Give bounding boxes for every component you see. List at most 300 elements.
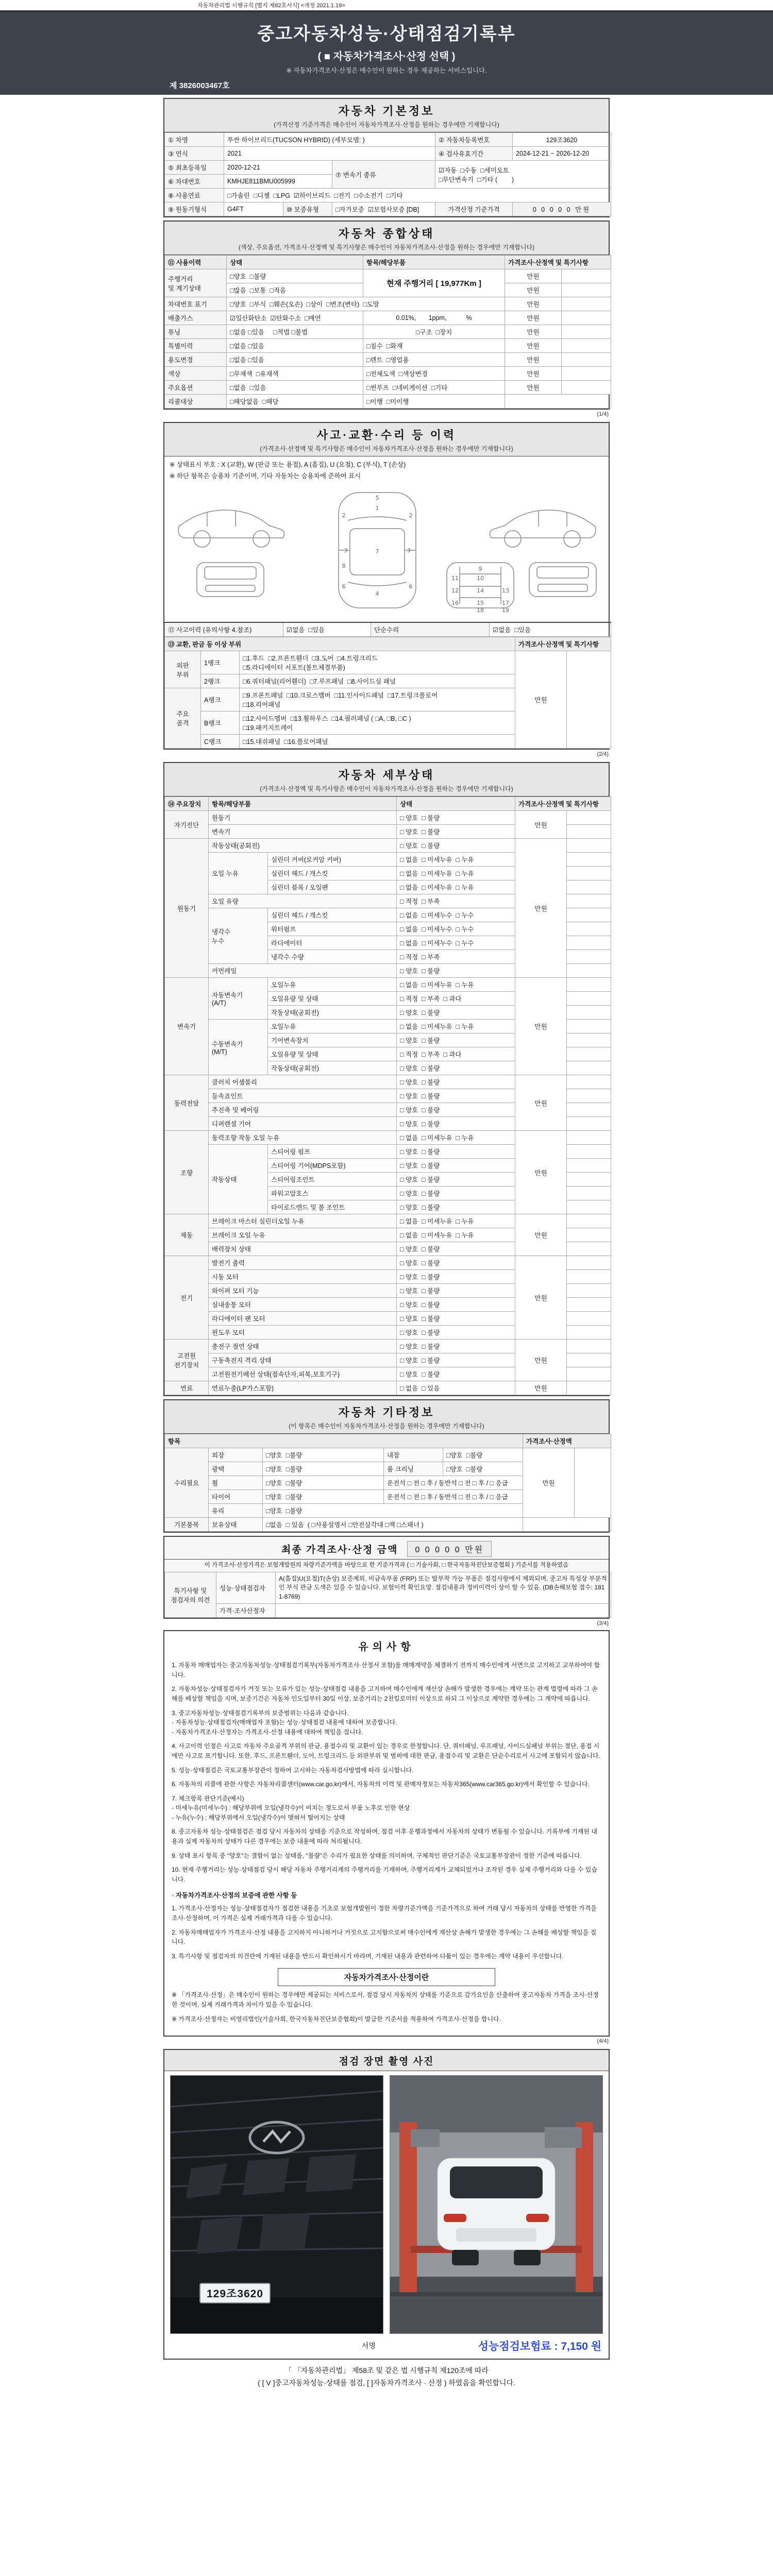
notice-item: 1. 자동차 매매업자는 중고자동차성능·상태점검기록부(자동차가격조사·산정서 포함)를 매매계약을 체결하기 전까지 매수인에게 서면으로 고지하고 교부하여야 합니다. [172, 1662, 600, 1679]
cell: 특별이력 [165, 339, 227, 353]
checkbox-cell[interactable]: □ 양호 □ 불량 [397, 1353, 515, 1367]
cell: ⑧ 사용연료 [165, 189, 224, 202]
svg-text:9: 9 [478, 566, 482, 572]
checkbox-cell[interactable]: □ 없음 □ 미세누유 □ 누유 [397, 867, 515, 880]
cell: 기어변속장치 [268, 1033, 397, 1047]
cell [562, 339, 611, 353]
checkbox-cell[interactable]: ☑없음 □있음 [490, 622, 611, 637]
checkbox-cell[interactable]: □양호 □불량 [263, 1462, 384, 1476]
cell: 색상 [165, 367, 227, 381]
page-marker-2: (2/4) [597, 751, 609, 757]
header-cell: 항목 [165, 1434, 523, 1448]
header-cell: ⑬ 교환, 판금 등 이상 부위 [165, 637, 515, 651]
cell [567, 964, 611, 978]
cell: 만원 [505, 297, 562, 311]
page-marker-4: (4/4) [597, 2038, 609, 2045]
section-title: 자동차 세부상태 [338, 769, 435, 782]
checkbox-cell[interactable]: 운전석 □ 전 □ 후 / 동반석 □ 전 □ 후 / □ 응급 [384, 1476, 523, 1490]
checkbox-cell[interactable]: □ 양호 □ 불량 [397, 1103, 515, 1117]
cell: ⑫ 사고이력 (유의사항 4.참조) [165, 622, 283, 637]
final-price-band [163, 1536, 610, 1560]
checkbox-cell[interactable]: □ 양호 □ 불량 [397, 1006, 515, 1020]
cell: 주요 골격 [165, 688, 201, 749]
cell [567, 1159, 611, 1173]
checkbox-cell[interactable]: □12.사이드멤버 □13.휠하우스 □14.필러패널 ( □A, □B, □C ) □19.패키지트레이 [240, 711, 515, 735]
cell: 발전기 출력 [209, 1256, 397, 1270]
cell [567, 811, 611, 825]
checkbox-cell[interactable]: □양호 □불량 [227, 269, 363, 283]
cell: 작동상태 [209, 1145, 268, 1214]
cell: 만원 [505, 339, 562, 353]
cell [523, 1518, 611, 1532]
cell [567, 1228, 611, 1242]
checkbox-cell[interactable]: □ 없음 □ 있음 [397, 1381, 515, 1395]
cell: 리콜대상 [165, 395, 227, 409]
checkbox-cell[interactable]: □전체도색 □색상변경 [363, 367, 505, 381]
cell [567, 1089, 611, 1103]
cell: 기본품목 [165, 1518, 209, 1532]
header-cell: 상태 [397, 797, 515, 811]
cell: 클러치 어셈블리 [209, 1075, 397, 1089]
cell [567, 936, 611, 950]
checkbox-cell[interactable]: □자가보증 ☑보험사보증 [DB] [332, 202, 435, 216]
cell [567, 1353, 611, 1367]
checkbox-cell[interactable]: □ 적정 □ 부족 □ 과다 [397, 1047, 515, 1061]
cell [567, 839, 611, 853]
cell: 원동기 [165, 839, 209, 978]
cell: 만원 [515, 1340, 567, 1381]
checkbox-cell[interactable]: □ 양호 □ 불량 [397, 1270, 515, 1284]
notice-item: 2. 자동차매매업자가 가격조사·산정 내용을 고지하지 아니하거나 거짓으로 고지함으로써 매수인에게 재산상 손해가 발생한 경우에는 그 손해를 배상할 책임을 집니다. [172, 1928, 597, 1946]
cell [567, 1256, 611, 1270]
notice-item: 4. 사고이력 인정은 사고로 자동차 주요골격 부위의 판금, 용접수리 및 교환이 있는 경우로 한정합니다. 단, 쿼터패널, 루프패널, 사이드실패널 부위는 절단, 용접 시에만 사고로 표기합니다. 또한, 후드, 프론트휀더, 도어, 트렁크리드 등 외판부위 및 범퍼에 대한 판금, 용접수리 및 교환은 단순수리로서 사고에 포함되지 않습니다. [172, 1742, 600, 1759]
header-cell: ⑭ 주요장치 [165, 797, 209, 811]
confirmation-statement [163, 2365, 610, 2389]
cell: 파워고압호스 [268, 1187, 397, 1200]
checkbox-cell[interactable]: □ 양호 □ 불량 [397, 1173, 515, 1187]
cell: ⑦ 변속기 종류 [332, 161, 435, 189]
cell: 디퍼렌셜 기어 [209, 1117, 397, 1131]
svg-text:16: 16 [451, 600, 459, 606]
document-number: 제 3826003467호 [170, 81, 230, 90]
svg-text:4: 4 [375, 590, 379, 597]
checkbox-cell[interactable]: □ 양호 □ 불량 [397, 1117, 515, 1131]
cell [567, 1270, 611, 1284]
checkbox-cell[interactable]: □없음 □ 있음 ( □사용설명서 □안전삼각대 □잭 □스패너 ) [263, 1518, 523, 1532]
cell: A(흠집)U(요철)T(손상) 보증제외, 비금속부품 (FRP) 또는 탈부착 가능 부품은 점검사항에서 제외되며, 중고차 특성상 부분적인 부식 판금 도색은 있을 수 있습니다. 보험이력 확인요망. 점검내용과 정비이력이 상이 할 수 있음. (DB손해보험 접수: 1811-8769) [276, 1572, 611, 1604]
header-cell: 상태 [227, 256, 363, 269]
cell: 오일 유량 [209, 894, 397, 908]
checkbox-cell[interactable]: □ 양호 □ 불량 [397, 964, 515, 978]
cell: 와이퍼 모터 기능 [209, 1284, 397, 1298]
checkbox-cell[interactable]: □렌트 □영업용 [363, 353, 505, 367]
cell [567, 1298, 611, 1312]
price-survey-definition-box: 자동차가격조사·산정이란 [278, 1968, 495, 1986]
checkbox-cell[interactable]: □15.대쉬패널 □16.플로어패널 [240, 735, 515, 749]
inspector-opinion-table [164, 1572, 611, 1618]
cell [567, 1187, 611, 1200]
cell: ④ 검사유효기간 [435, 147, 513, 161]
checkbox-cell[interactable]: □ 없음 □ 미세누유 □ 누유 [397, 880, 515, 894]
checkbox-cell[interactable]: 운전석 □ 전 □ 후 / 동반석 □ 전 □ 후 / □ 응급 [384, 1490, 523, 1504]
cell: 연료 [165, 1381, 209, 1395]
checkbox-cell[interactable]: □양호 □부식 □훼손(오손) □상이 □변조(변타) □도말 [227, 297, 505, 311]
checkbox-cell[interactable]: □ 양호 □ 불량 [397, 1075, 515, 1089]
cell [575, 1448, 611, 1518]
section-note: (이 항목은 매수인이 자동차가격조사·산정을 원하는 경우에만 기재합니다) [289, 1422, 484, 1430]
section-title: 자동차 기본정보 [338, 105, 435, 117]
svg-text:15: 15 [477, 600, 484, 606]
svg-text:10: 10 [477, 575, 484, 582]
checkbox-cell[interactable]: □없음 □있음 [227, 353, 363, 367]
checkbox-cell[interactable]: □ 양호 □ 불량 [397, 811, 515, 825]
cell: 2021 [224, 147, 435, 161]
cell: 가격산정 기준가격 [435, 202, 513, 216]
cell: 실린더 헤드 / 개스킷 [268, 908, 397, 922]
checkbox-cell[interactable]: □해당없음 □해당 [227, 395, 363, 409]
cell [562, 311, 611, 325]
notice-item: 1. 가격조사·산정자는 성능·상태점검자가 점검한 내용을 기초로 보험개발원이 정한 차량기준가액을 기준가격으로 하여 거래 당시 자동차의 상태를 반영한 가격을 조사·산정하며, 이 가격은 실제 거래가격과 다를 수 있습니다. [172, 1905, 597, 1922]
cell [562, 269, 611, 283]
checkbox-cell[interactable]: □1.후드 □2.프론트휀더 □3.도어 □4.트렁크리드 □5.라디에이터 서포트(볼트체결부품) [240, 651, 515, 674]
cell: 오일누유 [268, 978, 397, 992]
cell: 시동 모터 [209, 1270, 397, 1284]
checkbox-cell[interactable]: ☑일산화탄소 ☑탄화수소 □매연 [227, 311, 363, 325]
cell [562, 381, 611, 395]
cell: 단순수리 [371, 622, 490, 637]
checkbox-cell[interactable]: □ 양호 □ 불량 [397, 1242, 515, 1256]
header-cell: 가격조사·산정액 및 특기사항 [515, 797, 611, 811]
cell: 브레이크 마스터 실린더오일 누유 [209, 1214, 397, 1228]
cell: 만원 [515, 1131, 567, 1214]
other-info-table [164, 1434, 611, 1532]
cell: 튜닝 [165, 325, 227, 339]
service-note: ※ 자동차가격조사·산정은 매수인이 원하는 경우 제공하는 서비스입니다. [286, 67, 487, 74]
cell: 성능·상태점검자 [216, 1572, 276, 1604]
page-title: 중고자동차성능·상태점검기록부 [257, 24, 516, 44]
cell [567, 1145, 611, 1159]
cell: 고전원 전기장치 [165, 1340, 209, 1381]
checkbox-cell[interactable]: □침수 □화재 [363, 339, 505, 353]
cell: 만원 [505, 325, 562, 339]
section-inspection-photos [163, 2049, 610, 2360]
checkbox-cell[interactable]: □ 양호 □ 불량 [397, 1187, 515, 1200]
cell: ⑤ 최초등록일 [165, 161, 224, 175]
section-accident-history [163, 422, 610, 750]
cell: 실내송풍 모터 [209, 1298, 397, 1312]
checkbox-cell[interactable]: □ 적정 □ 부족 □ 과다 [397, 992, 515, 1006]
notice-item: 3. 특기사항 및 점검자의 의견란에 기재된 내용을 반드시 확인하시기 바라며, 기재된 내용과 관련하여 다툼이 있는 경우에는 계약 내용이 우선합니다. [172, 1952, 564, 1960]
header-cell: 가격조사·산정액 [523, 1434, 611, 1448]
cell: 유리 [209, 1504, 263, 1518]
checkbox-cell[interactable]: □썬루프 □네비게이션 □기타 [363, 381, 505, 395]
checkbox-cell[interactable]: □양호 □불량 [443, 1448, 523, 1462]
cell: ① 차명 [165, 133, 224, 147]
cell: 커먼레일 [209, 964, 397, 978]
cell: 조향 [165, 1131, 209, 1214]
page-marker-1: (1/4) [597, 411, 609, 417]
photo-car-on-lift [390, 2075, 603, 2334]
checkbox-cell[interactable]: □많음 □보통 □적음 [227, 283, 363, 297]
notices-title: 유의사항 [358, 1641, 415, 1653]
cell: 냉각수 수량 [268, 950, 397, 964]
cell: 작동상태(공회전) [209, 839, 397, 853]
cell: 특기사항 및 점검자의 의견 [165, 1572, 216, 1618]
checkbox-cell[interactable]: ☑자동 □수동 □세미오토 □무단변속기 □기타 ( ) [435, 161, 611, 189]
cell: 만원 [505, 353, 562, 367]
cell: 고전원전기배선 상태(접속단자,피복,보호기구) [209, 1367, 397, 1381]
cell: 원동기 [209, 811, 397, 825]
cell [567, 1312, 611, 1326]
checkbox-cell[interactable]: □없음 □있음 [227, 339, 363, 353]
cell: 주요옵션 [165, 381, 227, 395]
header-band [0, 10, 773, 95]
cell [562, 325, 611, 339]
cell: 만원 [515, 1075, 567, 1131]
confirmation-line-1: 「 「자동차관리법」 제58조 및 같은 법 시행규칙 제120조에 따라 [284, 2366, 489, 2375]
section-note: (가격조사·산정액 및 특기사항은 매수인이 자동차가격조사·산정을 원하는 경우에만 기재합니다) [260, 785, 513, 792]
cell [567, 1075, 611, 1089]
checkbox-cell[interactable]: □ 적정 □ 부족 [397, 950, 515, 964]
section-other-info [163, 1399, 610, 1533]
checkbox-cell[interactable]: □ 양호 □ 불량 [397, 839, 515, 853]
checkbox-cell[interactable]: □ 양호 □ 불량 [397, 1256, 515, 1270]
svg-text:12: 12 [451, 587, 459, 594]
photo-front-grille [170, 2075, 383, 2334]
cell: 가격·조사산정자 [216, 1604, 276, 1618]
checkbox-cell[interactable]: □ 양호 □ 불량 [397, 1284, 515, 1298]
cell [567, 1047, 611, 1061]
cell: C랭크 [201, 735, 240, 749]
cell: 만원 [515, 978, 567, 1075]
cell [567, 1214, 611, 1228]
header-cell: 가격조사·산정액 및 특기사항 [505, 256, 611, 269]
svg-text:6: 6 [342, 583, 346, 590]
checkbox-cell[interactable]: □ 적정 □ 부족 [397, 894, 515, 908]
price-survey-definition-notes [172, 1990, 601, 2024]
cell: 오일유량 및 상태 [268, 992, 397, 1006]
page-marker-3: (3/4) [597, 1620, 609, 1627]
cell: 만원 [515, 839, 567, 978]
cell [567, 651, 611, 749]
cell: 만원 [523, 1448, 575, 1518]
svg-text:1: 1 [375, 505, 379, 512]
signature-label: 서명 [361, 2342, 376, 2350]
checkbox-cell[interactable]: □ 양호 □ 불량 [397, 1145, 515, 1159]
section-note: (색상, 주요옵션, 가격조사·산정액 및 특기사항은 매수인이 자동차가격조사·산정을 원하는 경우에만 기재합니다) [238, 244, 535, 251]
cell [567, 978, 611, 992]
section-basic-info [163, 98, 610, 217]
cell: 휠 [209, 1476, 263, 1490]
notice-item: 2. 자동차성능·상태점검자가 거짓 또는 오류가 있는 성능·상태점검 내용을 고지하여 매수인에게 재산상 손해가 발생한 경우에는 계약 또는 관계 법령에 따라 그 손해를 배상할 책임을 지며, 보증기간은 자동차 인도일부터 30일 이상, 보증거리는 2천킬로미터 이상으로 하되 그 이상으로 계약한 경우에는 그 계약에 따릅니다. [172, 1685, 598, 1702]
checkbox-cell[interactable]: □ 없음 □ 미세누유 □ 누유 [397, 1214, 515, 1228]
car-damage-diagrams [164, 483, 609, 622]
section-notices [163, 1630, 610, 2037]
checkbox-cell[interactable]: □가솔린 □디젤 □LPG ☑하이브리드 □전기 □수소전기 □기타 [224, 189, 611, 202]
checkbox-cell[interactable]: □ 없음 □ 미세누유 □ 누유 [397, 1131, 515, 1145]
header-cell: 항목/해당부품 [209, 797, 397, 811]
section-title: 자동차 종합상태 [338, 227, 435, 240]
cell: 연료누출(LP가스포함) [209, 1381, 397, 1395]
basic-info-table [164, 132, 611, 216]
cell [567, 1367, 611, 1381]
checkbox-cell[interactable]: □양호 □불량 [263, 1448, 384, 1462]
cell: 워터펌프 [268, 922, 397, 936]
cell: 자동변속기 (A/T) [209, 978, 268, 1020]
svg-text:6: 6 [409, 583, 413, 590]
cell: 내장 [384, 1448, 443, 1462]
cell: 용도변경 [165, 353, 227, 367]
cell: 동력조향 작동 오일 누유 [209, 1131, 397, 1145]
cell: 추진축 및 베어링 [209, 1103, 397, 1117]
cell: 현재 주행거리 [ 19,977Km ] [363, 269, 505, 297]
svg-text:2: 2 [409, 512, 413, 519]
cell: 전기 [165, 1256, 209, 1340]
cell [567, 950, 611, 964]
cell: 구동축전지 격리 상태 [209, 1353, 397, 1367]
cell: ③ 연식 [165, 147, 224, 161]
section-overall-condition [163, 221, 610, 410]
checkbox-cell[interactable]: □구조 □장치 [363, 325, 505, 339]
checkbox-cell[interactable]: □없음 □있음 [227, 381, 363, 395]
checkbox-cell[interactable]: □ 없음 □ 미세누유 □ 누유 [397, 853, 515, 867]
checkbox-cell[interactable]: □ 없음 □ 미세누수 □ 누수 [397, 922, 515, 936]
cell [567, 1173, 611, 1187]
cell: 스티어링 펌프 [268, 1145, 397, 1159]
checkbox-cell[interactable]: ☑없음 □있음 [283, 622, 371, 637]
cell: 배출가스 [165, 311, 227, 325]
final-price-basis: 이 가격조사·산정가격은 보험개발원의 차량기준가액을 바탕으로 한 기준가격과 ( □ 기술사회, □ 한국자동차진단보증협회 ) 기준서를 적용하였음 [163, 1560, 610, 1572]
cell [567, 992, 611, 1006]
cell [567, 1006, 611, 1020]
cell: 변속기 [165, 978, 209, 1075]
cell: 스티어링 기어(MDPS포함) [268, 1159, 397, 1173]
cell: ⑩ 보증유형 [283, 202, 332, 216]
notice-item: 8. 중고자동차 성능·상태점검은 점검 당시 자동차의 상태를 기준으로 작성하며, 점검 이후 운행과정에서 자동차의 상태가 변동될 수 있습니다. 기록부에 기재된 내용과 실제 자동차의 상태가 다른 경우에는 보증 내용에 따라 처리됩니다. [172, 1828, 597, 1845]
notice-sub-list [172, 1904, 601, 1961]
checkbox-cell[interactable]: □ 양호 □ 불량 [397, 1159, 515, 1173]
cell: 2랭크 [201, 674, 240, 688]
checkbox-cell[interactable]: □ 양호 □ 불량 [397, 1089, 515, 1103]
checkbox-cell[interactable]: □양호 □불량 [263, 1504, 523, 1518]
cell: 투싼 하이브리드(TUCSON HYBRID) (세부모델: ) [224, 133, 435, 147]
cell: 충전구 절연 상태 [209, 1340, 397, 1353]
section-note: (가격산정 기준가격은 매수인이 자동차가격조사·산정을 원하는 경우에만 기재합니다) [274, 121, 499, 128]
section-title: 사고·교환·수리 등 이력 [316, 429, 457, 442]
svg-text:8: 8 [342, 563, 346, 569]
cell [562, 283, 611, 297]
notice-item: 3. 중고자동차성능·상태점검기록부의 보증범위는 다음과 같습니다. - 자동차성능·상태점검자(매매업자 포함)는 성능·상태점검 내용에 대하여 보증합니다. - 자동차가격조사·산정자는 가격조사·산정 내용에 대하여 책임을 집니다. [172, 1709, 397, 1736]
cell: KMHJE811BMU005999 [224, 175, 332, 189]
page-subtitle: ( ■ 자동차가격조사·산정 선택 ) [317, 51, 456, 62]
cell: 2024-12-21 ~ 2026-12-20 [513, 147, 611, 161]
svg-text:13: 13 [502, 587, 509, 594]
cell [567, 894, 611, 908]
checkbox-cell[interactable]: □ 없음 □ 미세누유 □ 누유 [397, 978, 515, 992]
checkbox-cell[interactable]: □ 없음 □ 미세누유 □ 누유 [397, 1020, 515, 1033]
section-title: 점검 장면 촬영 사진 [339, 2056, 434, 2067]
notice-item: 5. 성능·상태점검은 국토교통부장관이 정하여 고시하는 자동차검사방법에 따라 실시합니다. [172, 1766, 414, 1774]
checkbox-cell[interactable]: □ 양호 □ 불량 [397, 1367, 515, 1381]
car-diagram-svg [169, 485, 606, 615]
final-price-label: 최종 가격조사·산정 금액 [281, 1545, 398, 1555]
cell: 만원 [515, 1256, 567, 1340]
checkbox-cell[interactable]: □ 양호 □ 불량 [397, 825, 515, 839]
cell [276, 1604, 611, 1618]
cell [562, 297, 611, 311]
cell [567, 1381, 611, 1395]
cell [567, 922, 611, 936]
cell [505, 395, 611, 409]
cell: 라디에이터 팬 모터 [209, 1312, 397, 1326]
svg-text:7: 7 [375, 548, 379, 555]
inspection-fee: 성능점검보험료 : 7,150 원 [478, 2341, 601, 2353]
cell: 브레이크 오일 누유 [209, 1228, 397, 1242]
checkbox-cell[interactable]: □이행 □미이행 [363, 395, 505, 409]
cell: 주행거리 및 계기상태 [165, 269, 227, 297]
checkbox-cell[interactable]: □ 양호 □ 불량 [397, 1326, 515, 1340]
cell: 만원 [515, 651, 567, 749]
checkbox-cell[interactable]: □ 양호 □ 불량 [397, 1033, 515, 1047]
checkbox-cell[interactable]: □양호 □불량 [263, 1490, 384, 1504]
cell [567, 908, 611, 922]
license-plate: 129조3620 [199, 2283, 271, 2303]
cell: 타이로드엔드 및 볼 조인트 [268, 1200, 397, 1214]
cell: 배력장치 상태 [209, 1242, 397, 1256]
cell: 1랭크 [201, 651, 240, 674]
status-code-legend: ※ 상태표시 부호 : X (교환), W (판금 또는 용접), A (흠집), U (요철), C (부식), T (손상) [170, 461, 406, 468]
section-title: 자동차 기타정보 [338, 1406, 435, 1419]
checkbox-cell[interactable]: □ 없음 □ 미세누유 □ 누유 [397, 1228, 515, 1242]
checkbox-cell[interactable]: □9.프론트패널 □10.크로스멤버 □11.인사이드패널 □17.트렁크플로어 □18.리어패널 [240, 688, 515, 711]
cell: 오일유량 및 상태 [268, 1047, 397, 1061]
svg-text:19: 19 [502, 607, 509, 614]
checkbox-cell[interactable]: □양호 □불량 [263, 1476, 384, 1490]
checkbox-cell[interactable]: □ 양호 □ 불량 [397, 1340, 515, 1353]
cell: 실린더 커버(로커암 커버) [268, 853, 397, 867]
cell [567, 1131, 611, 1145]
cell: 2020-12-21 [224, 161, 332, 175]
cell [562, 367, 611, 381]
cell: 제동 [165, 1214, 209, 1256]
cell: ② 자동차등록번호 [435, 133, 513, 147]
diagram-panel-numbers [342, 495, 510, 614]
cell: 만원 [505, 367, 562, 381]
checkbox-cell[interactable]: □ 양호 □ 불량 [397, 1298, 515, 1312]
cell [567, 1033, 611, 1047]
header-cell: 가격조사·산정액 및 특기사항 [515, 637, 611, 651]
checkbox-cell[interactable]: □무채색 □유채색 [227, 367, 363, 381]
cell: 오일누유 [268, 1020, 397, 1033]
cell: 동력전달 [165, 1075, 209, 1131]
checkbox-cell[interactable]: □6.쿼터패널(리어휀더) □7.루프패널 □8.사이드실 패널 [240, 674, 515, 688]
svg-text:3: 3 [344, 547, 348, 554]
checkbox-cell[interactable]: □ 양호 □ 불량 [397, 1061, 515, 1075]
checkbox-cell[interactable]: □ 양호 □ 불량 [397, 1200, 515, 1214]
checkbox-cell[interactable]: □양호 □불량 [443, 1462, 523, 1476]
cell: 실린더 헤드 / 개스킷 [268, 867, 397, 880]
checkbox-cell[interactable]: □ 양호 □ 불량 [397, 1312, 515, 1326]
checkbox-cell[interactable]: □ 없음 □ 미세누수 □ 누수 [397, 936, 515, 950]
cell [567, 1020, 611, 1033]
checkbox-cell[interactable]: □없음 □있음 □적법 □불법 [227, 325, 363, 339]
notices-sub-title: ◦ 자동차가격조사·산정의 보증에 관한 사항 등 [172, 1892, 297, 1900]
checkbox-cell[interactable]: □ 없음 □ 미세누수 □ 누수 [397, 908, 515, 922]
cell: 변속기 [209, 825, 397, 839]
cell: 수동변속기 (M/T) [209, 1020, 268, 1075]
final-price-amount: 0 0 0 0 0 만원 [407, 1541, 492, 1557]
notice-item: ※ 「가격조사·산정」은 매수인이 원하는 경우에만 제공되는 서비스로서, 점검 당시 자동차의 상태를 기준으로 감가요인을 산출하여 중고자동차 가격을 조사·산정한 것이며, 실제 거래가격과 차이가 있을 수 있습니다. [172, 1991, 599, 2009]
